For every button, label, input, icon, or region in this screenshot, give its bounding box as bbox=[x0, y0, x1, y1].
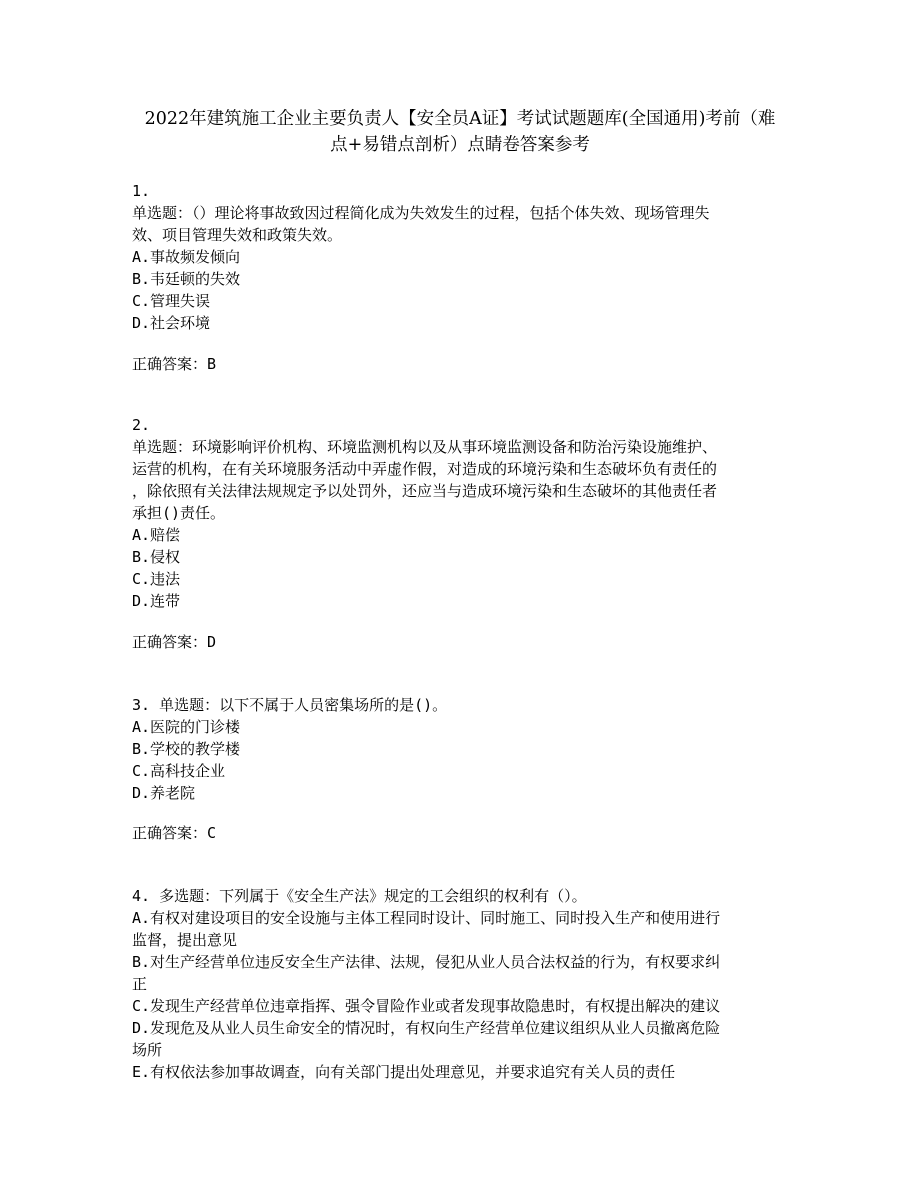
question-2 bbox=[132, 414, 792, 612]
question-number: 2. bbox=[132, 416, 151, 434]
answer-option-d: D.养老院 bbox=[132, 784, 196, 802]
correct-answer-1 bbox=[132, 353, 792, 375]
correct-answer-text: 正确答案：B bbox=[132, 355, 217, 373]
question-stem-line: 承担()责任。 bbox=[132, 504, 226, 522]
answer-option-a-continued: 监督，提出意见 bbox=[132, 931, 238, 949]
answer-option-d: D.发现危及从业人员生命安全的情况时，有权向生产经营单位建议组织从业人员撤离危险 bbox=[132, 1019, 721, 1037]
answer-option-a: A.医院的门诊楼 bbox=[132, 718, 241, 736]
answer-option-c: C.管理失误 bbox=[132, 292, 211, 310]
answer-option-e: E.有权依法参加事故调查，向有关部门提出处理意见，并要求追究有关人员的责任 bbox=[132, 1063, 676, 1081]
question-4 bbox=[132, 885, 792, 1083]
question-stem-line: 效、项目管理失效和政策失效。 bbox=[132, 226, 343, 244]
answer-option-d: D.连带 bbox=[132, 592, 181, 610]
answer-option-d: D.社会环境 bbox=[132, 314, 211, 332]
question-stem-line: 3. 单选题：以下不属于人员密集场所的是()。 bbox=[132, 696, 448, 714]
answer-option-a: A.有权对建设项目的安全设施与主体工程同时设计、同时施工、同时投入生产和使用进行 bbox=[132, 909, 721, 927]
correct-answer-text: 正确答案：D bbox=[132, 633, 217, 651]
document-title bbox=[100, 106, 820, 158]
answer-option-d-continued: 场所 bbox=[132, 1041, 163, 1059]
correct-answer-text: 正确答案：C bbox=[132, 824, 217, 842]
question-stem-line: 单选题：环境影响评价机构、环境监测机构以及从事环境监测设备和防治污染设施维护、 bbox=[132, 438, 718, 456]
question-stem-line: 运营的机构，在有关环境服务活动中弄虚作假，对造成的环境污染和生态破坏负有责任的 bbox=[132, 460, 718, 478]
document-title-line-1: 2022年建筑施工企业主要负责人【安全员A证】考试试题题库(全国通用)考前（难 bbox=[144, 109, 776, 129]
question-stem-line: ，除依照有关法律法规规定予以处罚外，还应当与造成环境污染和生态破坏的其他责任者 bbox=[132, 482, 718, 500]
answer-option-b: B.韦廷顿的失效 bbox=[132, 270, 241, 288]
answer-option-b: B.学校的教学楼 bbox=[132, 740, 241, 758]
question-3 bbox=[132, 694, 792, 804]
correct-answer-3 bbox=[132, 822, 792, 844]
answer-option-b: B.对生产经营单位违反安全生产法律、法规，侵犯从业人员合法权益的行为，有权要求纠 bbox=[132, 953, 721, 971]
answer-option-b-continued: 正 bbox=[132, 975, 148, 993]
answer-option-c: C.高科技企业 bbox=[132, 762, 226, 780]
question-number: 1. bbox=[132, 182, 151, 200]
question-stem-line: 单选题：（）理论将事故致因过程简化成为失效发生的过程，包括个体失效、现场管理失 bbox=[132, 204, 710, 222]
answer-option-c: C.发现生产经营单位违章指挥、强令冒险作业或者发现事故隐患时，有权提出解决的建议 bbox=[132, 997, 721, 1015]
answer-option-b: B.侵权 bbox=[132, 548, 181, 566]
answer-option-a: A.事故频发倾向 bbox=[132, 248, 241, 266]
correct-answer-2 bbox=[132, 631, 792, 653]
answer-option-a: A.赔偿 bbox=[132, 526, 181, 544]
question-stem-line: 4. 多选题：下列属于《安全生产法》规定的工会组织的权利有（）。 bbox=[132, 887, 587, 905]
answer-option-c: C.违法 bbox=[132, 570, 181, 588]
document-title-line-2: 点+易错点剖析）点睛卷答案参考 bbox=[330, 135, 590, 155]
question-1 bbox=[132, 180, 792, 334]
